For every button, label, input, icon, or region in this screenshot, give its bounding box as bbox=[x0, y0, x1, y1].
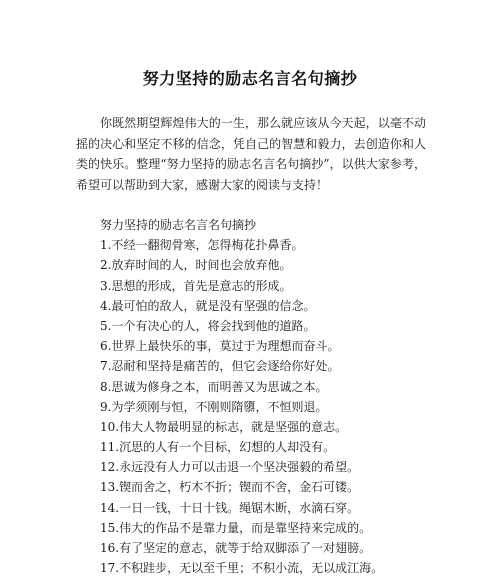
quote-item: 3.思想的形成，首先是意志的形成。 bbox=[100, 278, 292, 293]
quote-item: 2.放弃时间的人，时间也会放弃他。 bbox=[100, 258, 292, 273]
quote-item: 9.为学须刚与恒，不刚则隋隳，不恒则退。 bbox=[100, 399, 328, 414]
quote-item: 16.有了坚定的意志，就等于给双脚添了一对翅膀。 bbox=[100, 541, 372, 555]
list-subheading: 努力坚持的励志名言名句摘抄 bbox=[100, 218, 257, 232]
intro-paragraph: 你既然期望辉煌伟大的一生，那么就应该从今天起，以毫不动摇的决心和坚定不移的信念，凭自己的智慧和毅力，去创造你和人类的快乐。整理“努力坚持的励志名言名句摘抄”，以供大家参考，希望可以帮助到大家，感谢大家的阅读与支持！ bbox=[76, 116, 426, 192]
quote-item: 5.一个有决心的人，将会找到他的道路。 bbox=[100, 318, 316, 333]
quote-item: 10.伟大人物最明显的标志，就是坚强的意志。 bbox=[100, 419, 348, 434]
quote-item: 11.沉思的人有一个目标，幻想的人却没有。 bbox=[100, 440, 336, 455]
quote-item: 12.永远没有人力可以击退一个坚决强毅的希望。 bbox=[100, 460, 360, 475]
quote-item: 1.不经一翻彻骨寒，怎得梅花扑鼻香。 bbox=[100, 238, 304, 253]
quote-item: 8.思诚为修身之本，而明善又为思诚之本。 bbox=[100, 379, 328, 394]
quote-item: 6.世界上最快乐的事，莫过于为理想而奋斗。 bbox=[100, 339, 340, 354]
document-title: 努力坚持的励志名言名句摘抄 bbox=[142, 69, 358, 88]
quote-item: 4.最可怕的敌人，就是没有坚强的信念。 bbox=[100, 298, 316, 313]
quote-item: 15.伟大的作品不是靠力量，而是靠坚持来完成的。 bbox=[100, 520, 372, 535]
quote-item: 14.一日一钱，十日十钱。绳锯木断，水滴石穿。 bbox=[100, 500, 360, 515]
quote-item: 17.不积跬步，无以至千里；不积小流，无以成江海。 bbox=[100, 561, 384, 576]
quote-item: 7.忍耐和坚持是痛苦的，但它会逐给你好处。 bbox=[100, 359, 340, 374]
quote-item: 13.锲而舍之，朽木不折；锲而不舍，金石可镂。 bbox=[100, 480, 360, 495]
quote-list bbox=[100, 215, 440, 578]
